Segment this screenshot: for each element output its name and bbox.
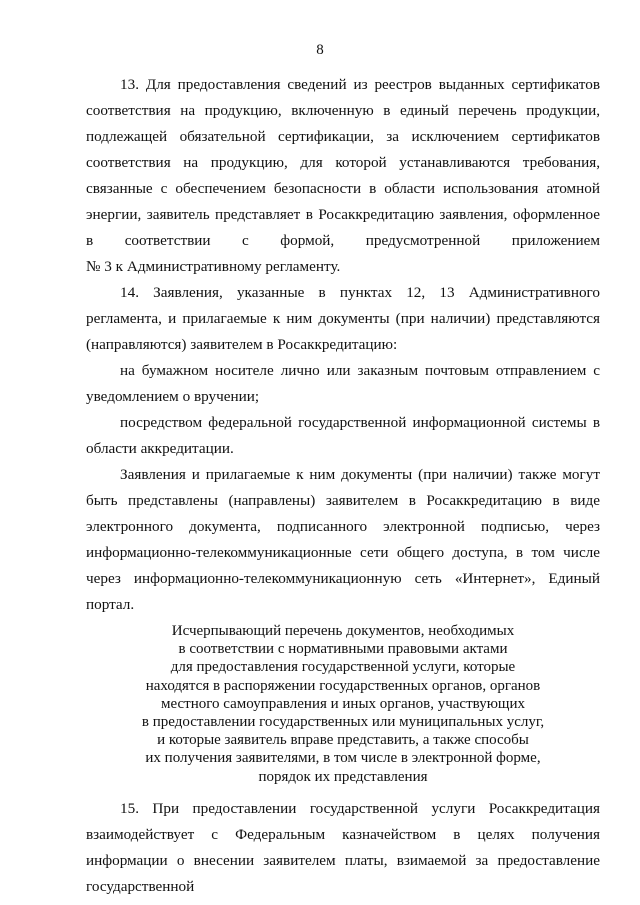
section-heading (86, 622, 600, 786)
paragraph-14-electronic: Заявления и прилагаемые к ним документы (при наличии) также могут быть представлены (направлены) заявителем в Росаккредитацию в виде электронного документа, подписанного электронной подписью, через информационно-телекоммуникационные сети общего доступа, в том числе через информационно-телекоммуникационную сеть «Интернет», Единый портал. (86, 466, 600, 613)
heading-line: местного самоуправления и иных органов, участвующих (161, 695, 525, 712)
heading-line: в предоставлении государственных или муниципальных услуг, (141, 714, 545, 731)
paragraph-13: 13. Для предоставления сведений из реестров выданных сертификатов соответствия на продукцию, включенную в единый перечень продукции, подлежащей обязательной сертификации, за исключением сертификатов соответствия на продукцию, для которой устанавливаются требования, связанные с обеспечением безопасности в области использования атомной энергии, заявитель представляет в Росаккредитацию заявления, оформленное в соответствии с формой, предусмотренной приложением (86, 76, 600, 249)
heading-line: порядок их представления (258, 768, 428, 785)
paragraph-14: 14. Заявления, указанные в пунктах 12, 13 Административного регламента, и прилагаемые к ним документы (при наличии) представляются (направляются) заявителем в Росаккредитацию: (86, 284, 600, 353)
document-body (86, 72, 600, 618)
heading-line: Исчерпывающий перечень документов, необходимых (171, 623, 515, 639)
heading-line: и которые заявитель вправе представить, а также способы (157, 732, 529, 749)
heading-line: их получения заявителями, в том числе в электронной форме, (145, 750, 541, 767)
paragraph-13-end: № 3 к Административному регламенту. (86, 258, 341, 275)
heading-line: находятся в распоряжении государственных органов, органов (145, 677, 541, 694)
paragraph-14-system: посредством федеральной государственной информационной системы в области аккредитации. (86, 414, 600, 457)
paragraph-14-paper: на бумажном носителе лично или заказным почтовым отправлением с уведомлением о вручении; (86, 362, 600, 405)
document-body-continued (86, 796, 600, 900)
paragraph-15: 15. При предоставлении государственной услуги Росаккредитация взаимодействует с Федеральным казначейством в целях получения информации о внесении заявителем платы, взимаемой за предоставление государственной (86, 800, 600, 895)
heading-line: для предоставления государственной услуги, которые (170, 659, 516, 676)
page-number: 8 (316, 42, 324, 58)
heading-line: в соответствии с нормативными правовыми актами (178, 641, 508, 658)
